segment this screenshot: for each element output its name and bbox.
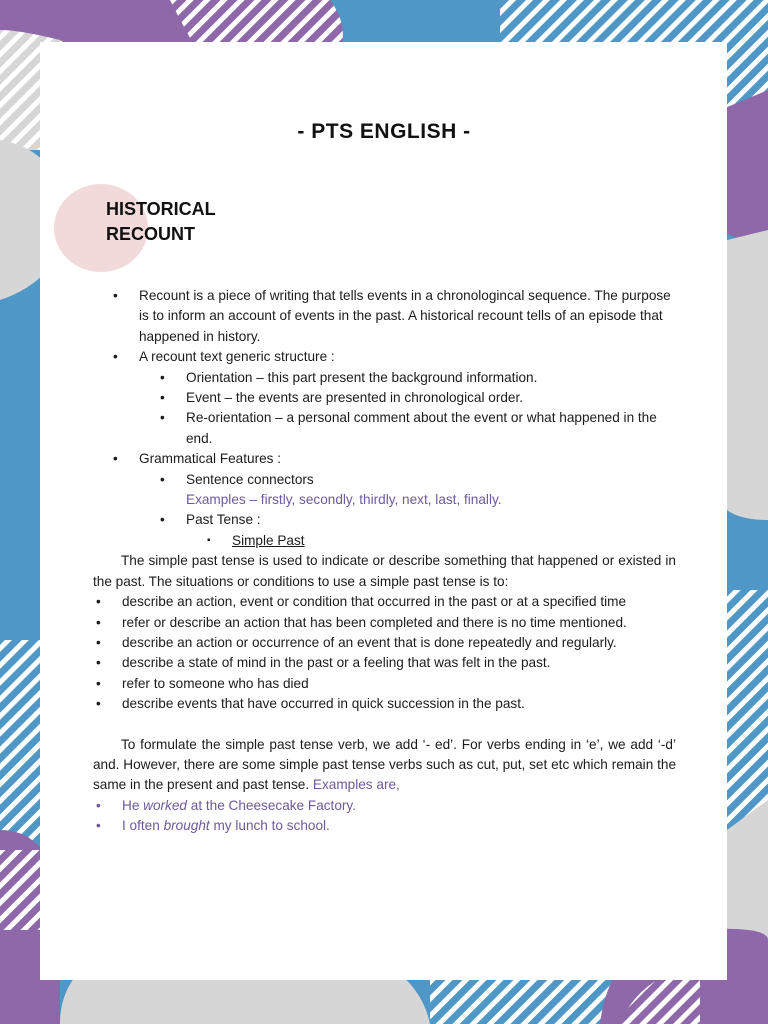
uses-list — [93, 592, 676, 714]
example-text: I often — [122, 818, 164, 834]
formulate-text: To formulate the simple past tense verb, we add ‘- ed’. For verbs ending in ‘e’, we add ‘-d’ and. However, there are some simple past tense verbs such as cut, put, set etc which remain the same in the present and past tense. — [93, 736, 676, 793]
structure-item: • Event – the events are presented in chronological order. — [93, 388, 676, 408]
connector-examples: Examples – firstly, secondly, thirdly, next, last, finally. — [186, 492, 502, 508]
document-title: - PTS ENGLISH - — [297, 120, 471, 143]
examples-list — [93, 796, 676, 837]
example-item — [93, 816, 676, 836]
example-verb: worked — [143, 797, 187, 813]
use-item: • refer to someone who has died — [93, 674, 676, 694]
example-text: at the Cheesecake Factory. — [186, 797, 356, 813]
heading-line-1: HISTORICAL — [106, 199, 216, 219]
examples-label: Examples are, — [312, 777, 400, 793]
grammar-item: • Past Tense : — [93, 510, 676, 530]
example-verb: brought — [163, 818, 210, 834]
example-text: my lunch to school. — [209, 818, 330, 834]
use-item: • describe a state of mind in the past or a feeling that was felt in the past. — [93, 653, 676, 673]
use-item: • describe an action or occurrence of an event that is done repeatedly and regularly. — [93, 633, 676, 653]
section-heading — [106, 197, 216, 247]
main-list — [93, 286, 676, 551]
use-item: • describe an action, event or condition that occurred in the past or at a specified time — [93, 592, 676, 612]
document-body — [93, 286, 676, 837]
simple-past-intro: The simple past tense is used to indicate or describe something that happened or existed in the past. The situations or conditions to use a simple past tense is to: — [93, 553, 676, 589]
use-item: • describe events that have occurred in quick succession in the past. — [93, 694, 676, 714]
list-item: • Recount is a piece of writing that tells events in a chronologincal sequence. The purpose is to inform an account of events in the past. A historical recount tells of an episode that happened in history. — [93, 286, 676, 347]
structure-item: • Orientation – this part present the background information. — [93, 368, 676, 388]
example-text: He — [122, 797, 144, 813]
structure-item: • Re-orientation – a personal comment about the event or what happened in the end. — [93, 408, 676, 449]
simple-past-item — [93, 531, 676, 551]
formulate-paragraph — [93, 735, 676, 796]
list-item: • A recount text generic structure : — [93, 347, 676, 367]
use-item: • refer or describe an action that has been completed and there is no time mentioned. — [93, 613, 676, 633]
list-item: • Grammatical Features : — [93, 449, 676, 469]
example-item — [93, 796, 676, 816]
simple-past-label: Simple Past — [232, 532, 305, 548]
grammar-item: • Sentence connectors — [93, 470, 676, 490]
heading-line-2: RECOUNT — [106, 224, 195, 244]
